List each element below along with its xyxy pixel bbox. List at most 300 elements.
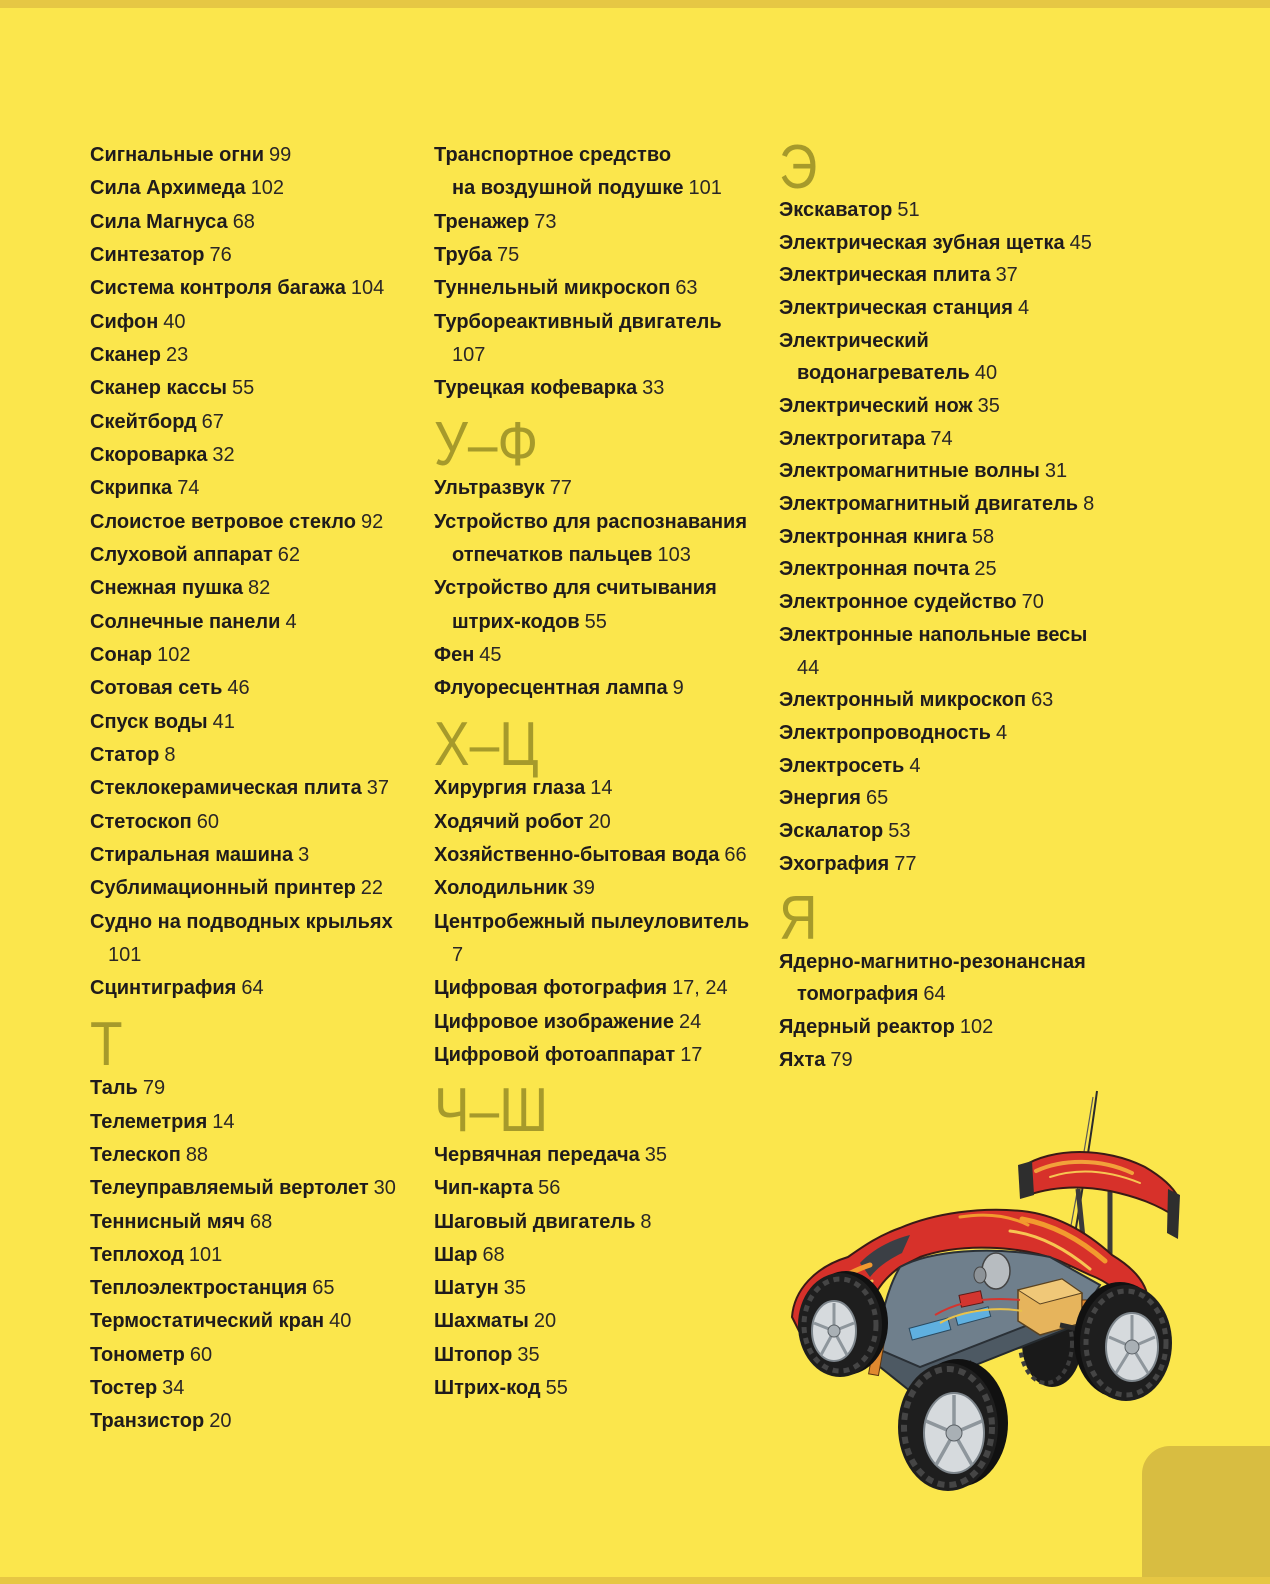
index-entry bbox=[779, 194, 1094, 227]
index-entry-line bbox=[434, 306, 749, 339]
index-entry-line bbox=[434, 172, 749, 205]
index-entry bbox=[90, 1305, 396, 1338]
top-edge-band bbox=[0, 0, 1270, 8]
index-entry-line bbox=[434, 1272, 749, 1305]
index-entry bbox=[90, 806, 396, 839]
index-entry-line bbox=[434, 1006, 749, 1039]
index-entry bbox=[90, 472, 396, 505]
index-entry bbox=[434, 372, 749, 405]
index-entry-line bbox=[434, 839, 749, 872]
index-term: Система контроля багажа bbox=[90, 277, 346, 300]
page-numbers: 14 bbox=[212, 1110, 235, 1133]
index-entry-line bbox=[90, 539, 396, 572]
page-numbers: 101 bbox=[688, 177, 722, 200]
index-entry bbox=[779, 586, 1094, 619]
page-numbers: 107 bbox=[452, 343, 486, 366]
index-entry bbox=[90, 1339, 396, 1372]
index-entry-line bbox=[90, 1405, 396, 1438]
index-term: Устройство для распознавания bbox=[434, 510, 748, 533]
page-numbers: 8 bbox=[164, 743, 176, 766]
page-numbers: 30 bbox=[373, 1177, 396, 1200]
index-entry bbox=[779, 455, 1094, 488]
index-entry-line bbox=[779, 423, 1094, 456]
index-entry bbox=[90, 172, 396, 205]
index-term: Телескоп bbox=[90, 1143, 181, 1166]
index-term: Стиральная машина bbox=[90, 843, 294, 866]
index-entry bbox=[434, 572, 749, 639]
index-entry-line bbox=[434, 206, 749, 239]
index-term: Хирургия глаза bbox=[434, 777, 586, 800]
index-entry bbox=[90, 872, 396, 905]
page-numbers: 63 bbox=[1031, 689, 1054, 712]
page-numbers: 63 bbox=[675, 277, 698, 300]
index-entry-line bbox=[434, 139, 749, 172]
index-entry bbox=[90, 739, 396, 772]
index-entry-line bbox=[434, 1239, 749, 1272]
index-term: водонагреватель bbox=[797, 362, 970, 385]
page-numbers: 79 bbox=[142, 1077, 166, 1100]
index-entry bbox=[90, 1172, 396, 1205]
index-term: Электронная почта bbox=[779, 558, 970, 581]
index-term: Хозяйственно-бытовая вода bbox=[434, 843, 720, 866]
index-entry bbox=[434, 1039, 749, 1072]
index-term: Электронное судейство bbox=[779, 591, 1017, 614]
index-entry-line bbox=[779, 455, 1094, 488]
page-numbers: 35 bbox=[977, 395, 1000, 418]
index-entry-line bbox=[90, 172, 396, 205]
index-entry bbox=[90, 906, 396, 973]
index-entry bbox=[90, 539, 396, 572]
index-entry bbox=[90, 339, 396, 372]
index-entry bbox=[779, 488, 1094, 521]
index-entry bbox=[90, 1372, 396, 1405]
index-entry-line bbox=[90, 906, 396, 939]
index-term: Сифон bbox=[90, 310, 159, 333]
page-numbers: 34 bbox=[162, 1377, 185, 1400]
index-term: Солнечные панели bbox=[90, 610, 281, 633]
index-term: Ядерно-магнитно-резонансная bbox=[779, 950, 1086, 973]
index-entry-line bbox=[90, 772, 396, 805]
index-entry-line bbox=[90, 239, 396, 272]
index-term: Цифровое изображение bbox=[434, 1010, 674, 1033]
index-entry bbox=[90, 572, 396, 605]
index-term: Скейтборд bbox=[90, 410, 197, 433]
page-numbers: 32 bbox=[212, 443, 235, 466]
index-entry bbox=[90, 1239, 396, 1272]
page-numbers: 45 bbox=[479, 643, 502, 666]
page-numbers: 3 bbox=[298, 843, 310, 866]
index-term: Сканер bbox=[90, 343, 161, 366]
index-entry-line bbox=[90, 606, 396, 639]
index-term: Сила Магнуса bbox=[90, 210, 228, 233]
page-numbers: 77 bbox=[549, 477, 572, 500]
index-entry bbox=[779, 750, 1094, 783]
index-entry bbox=[779, 848, 1094, 881]
index-entry bbox=[779, 521, 1094, 554]
index-entry bbox=[779, 815, 1094, 848]
index-term: Шатун bbox=[434, 1277, 499, 1300]
index-entry-line bbox=[434, 1039, 749, 1072]
index-entry-line bbox=[90, 406, 396, 439]
index-column-2 bbox=[434, 139, 749, 1405]
page-numbers: 55 bbox=[584, 610, 607, 633]
index-entry-line bbox=[779, 946, 1094, 979]
index-term: Электронная книга bbox=[779, 525, 967, 548]
index-entry bbox=[434, 1006, 749, 1039]
index-entry-line bbox=[90, 706, 396, 739]
index-term: Штрих-код bbox=[434, 1377, 541, 1400]
page-numbers: 101 bbox=[188, 1243, 223, 1266]
index-entry-line bbox=[90, 139, 396, 172]
index-entry bbox=[779, 684, 1094, 717]
letter-heading-text: Ч–Ш bbox=[434, 1076, 549, 1146]
index-entry bbox=[90, 1272, 396, 1305]
index-term: Сцинтиграфия bbox=[90, 977, 237, 1000]
index-entry-line bbox=[779, 357, 1094, 390]
index-entry bbox=[779, 946, 1094, 1011]
index-entry bbox=[434, 139, 749, 206]
index-term: Ядерный реактор bbox=[779, 1016, 955, 1039]
page-numbers: 17, 24 bbox=[672, 977, 728, 1000]
index-entry bbox=[90, 206, 396, 239]
letter-heading bbox=[434, 706, 749, 779]
rc-buggy-car-illustration bbox=[760, 1085, 1190, 1495]
index-term: Телеметрия bbox=[90, 1110, 208, 1133]
index-entry-line bbox=[779, 750, 1094, 783]
index-entry-line bbox=[90, 806, 396, 839]
index-entry-line bbox=[90, 1106, 396, 1139]
index-entry bbox=[434, 1172, 749, 1205]
index-entry-line bbox=[90, 272, 396, 305]
page-numbers: 103 bbox=[657, 543, 691, 566]
index-entry bbox=[434, 206, 749, 239]
index-entry-line bbox=[779, 717, 1094, 750]
page-numbers: 51 bbox=[897, 198, 920, 221]
index-term: Флуоресцентная лампа bbox=[434, 677, 668, 700]
index-entry bbox=[90, 972, 396, 1005]
index-term: Синтезатор bbox=[90, 243, 205, 266]
index-entry-line bbox=[434, 572, 749, 605]
index-entry bbox=[90, 672, 396, 705]
page-numbers: 76 bbox=[209, 243, 232, 266]
index-entry-line bbox=[90, 1072, 396, 1105]
index-term: Сотовая сеть bbox=[90, 677, 223, 700]
index-entry bbox=[434, 1206, 749, 1239]
index-entry bbox=[779, 619, 1094, 684]
index-term: Теплоход bbox=[90, 1243, 184, 1266]
index-entry-line bbox=[90, 1206, 396, 1239]
index-entry-line bbox=[434, 1206, 749, 1239]
index-column-3 bbox=[779, 129, 1094, 1077]
page-numbers: 88 bbox=[185, 1143, 209, 1166]
index-entry-line bbox=[779, 815, 1094, 848]
page-numbers: 8 bbox=[1083, 493, 1095, 516]
index-term: Шахматы bbox=[434, 1310, 529, 1333]
index-term: Снежная пушка bbox=[90, 577, 243, 600]
index-entry-line bbox=[434, 939, 749, 972]
index-term: Термостатический кран bbox=[90, 1310, 325, 1333]
page-numbers: 62 bbox=[277, 543, 300, 566]
page-numbers: 53 bbox=[888, 819, 911, 842]
page-numbers: 65 bbox=[865, 787, 889, 810]
index-entry-line bbox=[434, 606, 749, 639]
index-term: Стеклокерамическая плита bbox=[90, 777, 362, 800]
letter-heading bbox=[434, 1072, 749, 1146]
index-entry bbox=[434, 272, 749, 305]
index-entry-line bbox=[779, 1044, 1094, 1077]
index-term: Эхография bbox=[779, 852, 890, 875]
page-numbers: 35 bbox=[517, 1343, 540, 1366]
index-term: Энергия bbox=[779, 787, 861, 810]
letter-heading-text: Я bbox=[779, 884, 818, 954]
letter-heading-text: Э bbox=[779, 132, 818, 202]
index-entry-line bbox=[434, 806, 749, 839]
index-term: штрих-кодов bbox=[452, 610, 580, 633]
index-entry bbox=[90, 306, 396, 339]
letter-heading-text: Х–Ц bbox=[434, 709, 539, 779]
page-numbers: 56 bbox=[538, 1177, 561, 1200]
index-entry-line bbox=[90, 1139, 396, 1172]
index-entry bbox=[779, 1044, 1094, 1077]
index-term: отпечатков пальцев bbox=[452, 543, 653, 566]
index-entry-line bbox=[434, 1305, 749, 1338]
page-numbers: 40 bbox=[329, 1310, 352, 1333]
index-entry bbox=[90, 372, 396, 405]
index-entry-line bbox=[779, 782, 1094, 815]
page-numbers: 67 bbox=[201, 410, 224, 433]
page-numbers: 41 bbox=[212, 710, 235, 733]
index-entry bbox=[90, 772, 396, 805]
index-entry bbox=[779, 259, 1094, 292]
index-term: Сила Архимеда bbox=[90, 177, 246, 200]
index-entry bbox=[434, 239, 749, 272]
index-entry bbox=[90, 1072, 396, 1105]
page-numbers: 101 bbox=[108, 943, 142, 966]
index-entry-line bbox=[434, 672, 749, 705]
index-entry-line bbox=[90, 206, 396, 239]
page-numbers: 68 bbox=[232, 210, 255, 233]
index-entry-line bbox=[90, 972, 396, 1005]
page-numbers: 77 bbox=[894, 852, 917, 875]
index-term: Электрическая плита bbox=[779, 264, 991, 287]
bottom-edge-band bbox=[0, 1577, 1270, 1584]
index-entry-line bbox=[779, 848, 1094, 881]
index-entry-line bbox=[779, 553, 1094, 586]
index-term: Транспортное средство bbox=[434, 144, 672, 166]
index-entry bbox=[90, 1139, 396, 1172]
index-entry-line bbox=[90, 739, 396, 772]
index-entry-line bbox=[90, 1305, 396, 1338]
index-term: Электрический нож bbox=[779, 395, 973, 418]
index-column-1 bbox=[90, 139, 396, 1439]
rear-right-tire bbox=[1074, 1282, 1172, 1401]
index-term: Туннельный микроскоп bbox=[434, 277, 671, 300]
index-term: Электросеть bbox=[779, 754, 905, 777]
index-entry-line bbox=[434, 539, 749, 572]
page-numbers: 14 bbox=[590, 777, 613, 800]
index-entry-line bbox=[434, 339, 749, 372]
index-term: Ходячий робот bbox=[434, 810, 584, 833]
index-entry-line bbox=[779, 978, 1094, 1011]
index-entry-line bbox=[90, 506, 396, 539]
page-numbers: 64 bbox=[241, 977, 264, 1000]
index-entry bbox=[90, 406, 396, 439]
index-term: Слуховой аппарат bbox=[90, 543, 273, 566]
index-entry-line bbox=[90, 1239, 396, 1272]
index-term: Электромагнитные волны bbox=[779, 460, 1040, 483]
page-numbers: 20 bbox=[533, 1310, 557, 1333]
index-term: Электрический bbox=[779, 329, 929, 352]
index-term: Телеуправляемый вертолет bbox=[90, 1177, 369, 1200]
page-numbers: 99 bbox=[269, 144, 292, 166]
page-numbers: 68 bbox=[250, 1210, 273, 1233]
index-entry-line bbox=[434, 239, 749, 272]
page-numbers: 70 bbox=[1021, 591, 1044, 614]
index-entry bbox=[434, 806, 749, 839]
index-entry bbox=[779, 553, 1094, 586]
letter-heading bbox=[779, 880, 1094, 954]
page-numbers: 8 bbox=[640, 1210, 652, 1233]
index-term: Сублимационный принтер bbox=[90, 877, 356, 900]
index-entry bbox=[779, 390, 1094, 423]
page-numbers: 37 bbox=[995, 264, 1018, 287]
index-entry bbox=[779, 782, 1094, 815]
index-term: Спуск воды bbox=[90, 710, 208, 733]
index-entry bbox=[434, 1272, 749, 1305]
index-term: Турбореактивный двигатель bbox=[434, 310, 722, 333]
index-term: Турецкая кофеварка bbox=[434, 377, 638, 400]
index-entry-line bbox=[779, 488, 1094, 521]
page-numbers: 74 bbox=[177, 477, 200, 500]
page-numbers: 4 bbox=[285, 610, 297, 633]
index-entry-line bbox=[434, 1372, 749, 1405]
page-numbers: 17 bbox=[680, 1043, 703, 1066]
index-term: Судно на подводных крыльях bbox=[90, 910, 393, 933]
index-entry-line bbox=[779, 390, 1094, 423]
index-entry-line bbox=[90, 472, 396, 505]
index-term: Электрогитара bbox=[779, 427, 926, 450]
page-numbers: 75 bbox=[497, 243, 520, 266]
index-entry-line bbox=[434, 1172, 749, 1205]
index-term: Сигнальные огни bbox=[90, 144, 265, 166]
index-entry-line bbox=[90, 939, 396, 972]
index-entry-line bbox=[90, 1172, 396, 1205]
index-entry-line bbox=[779, 227, 1094, 260]
index-entry-line bbox=[779, 652, 1094, 685]
index-term: Цифровой фотоаппарат bbox=[434, 1043, 676, 1066]
page-numbers: 44 bbox=[797, 656, 820, 679]
index-entry-line bbox=[779, 684, 1094, 717]
page-numbers: 79 bbox=[830, 1048, 853, 1071]
index-term: Червячная передача bbox=[434, 1143, 640, 1166]
page-numbers: 25 bbox=[974, 558, 997, 581]
index-term: Таль bbox=[90, 1077, 138, 1100]
page-numbers: 40 bbox=[974, 362, 998, 385]
index-term: Холодильник bbox=[434, 877, 568, 900]
index-entry bbox=[90, 606, 396, 639]
index-term: томография bbox=[797, 983, 919, 1006]
page-numbers: 104 bbox=[350, 277, 385, 300]
index-entry bbox=[90, 1106, 396, 1139]
index-entry bbox=[779, 1011, 1094, 1044]
index-entry bbox=[434, 1239, 749, 1272]
index-entry bbox=[779, 717, 1094, 750]
page-numbers: 102 bbox=[157, 643, 191, 666]
index-entry bbox=[434, 506, 749, 573]
page-numbers: 58 bbox=[971, 525, 995, 548]
index-entry-line bbox=[90, 306, 396, 339]
index-entry-line bbox=[434, 372, 749, 405]
index-term: Цифровая фотография bbox=[434, 977, 668, 1000]
page-numbers: 46 bbox=[227, 677, 250, 700]
index-term: Сканер кассы bbox=[90, 377, 228, 400]
index-entry bbox=[434, 1372, 749, 1405]
index-term: Электромагнитный двигатель bbox=[779, 493, 1079, 516]
index-term: Стетоскоп bbox=[90, 810, 192, 833]
index-term: Статор bbox=[90, 743, 160, 766]
page-numbers: 20 bbox=[209, 1410, 232, 1433]
page-numbers: 65 bbox=[312, 1277, 335, 1300]
index-entry-line bbox=[434, 906, 749, 939]
page-numbers: 82 bbox=[248, 577, 271, 600]
index-term: Тостер bbox=[90, 1377, 158, 1400]
page-numbers: 55 bbox=[545, 1377, 568, 1400]
index-term: Слоистое ветровое стекло bbox=[90, 510, 356, 533]
page-numbers: 40 bbox=[163, 310, 186, 333]
page-numbers: 92 bbox=[360, 510, 384, 533]
index-term: Электронный микроскоп bbox=[779, 689, 1027, 712]
index-entry-line bbox=[90, 1272, 396, 1305]
index-term: Штопор bbox=[434, 1343, 513, 1366]
page-numbers: 4 bbox=[1017, 296, 1030, 319]
index-entry-line bbox=[779, 259, 1094, 292]
index-entry bbox=[434, 672, 749, 705]
index-entry-line bbox=[90, 672, 396, 705]
index-term: Чип-карта bbox=[434, 1177, 534, 1200]
index-entry-line bbox=[779, 292, 1094, 325]
letter-heading-text: У–Ф bbox=[434, 409, 539, 479]
index-entry-line bbox=[90, 572, 396, 605]
index-term: Электрическая станция bbox=[779, 296, 1013, 319]
index-entry-line bbox=[779, 325, 1094, 358]
index-entry-line bbox=[434, 639, 749, 672]
index-term: Сонар bbox=[90, 643, 153, 666]
index-entry-line bbox=[434, 272, 749, 305]
page-numbers: 22 bbox=[360, 877, 384, 900]
letter-heading bbox=[779, 129, 1094, 202]
index-entry-line bbox=[434, 506, 749, 539]
page-numbers: 68 bbox=[482, 1243, 505, 1266]
index-term: Транзистор bbox=[90, 1410, 205, 1433]
index-entry-line bbox=[779, 194, 1094, 227]
index-term: Скороварка bbox=[90, 443, 208, 466]
index-entry bbox=[90, 139, 396, 172]
index-term: Электропроводность bbox=[779, 721, 991, 744]
index-entry bbox=[779, 423, 1094, 456]
index-entry bbox=[90, 272, 396, 305]
index-term: Тонометр bbox=[90, 1343, 185, 1366]
index-entry bbox=[434, 972, 749, 1005]
index-entry bbox=[90, 1206, 396, 1239]
index-term: Экскаватор bbox=[779, 198, 893, 221]
index-term: Тренажер bbox=[434, 210, 530, 233]
page-numbers: 20 bbox=[588, 810, 611, 833]
index-entry bbox=[434, 639, 749, 672]
page-numbers: 37 bbox=[366, 777, 390, 800]
index-entry-line bbox=[779, 521, 1094, 554]
index-entry bbox=[90, 839, 396, 872]
corner-page-tab bbox=[1142, 1446, 1270, 1577]
